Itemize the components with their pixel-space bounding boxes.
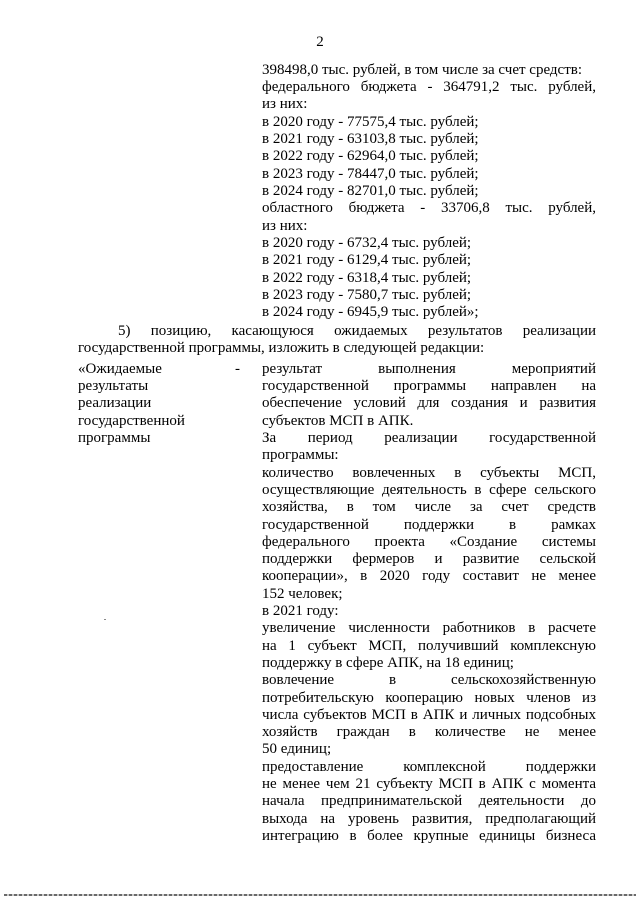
text-line: хозяйства, в том числе за счет средств (262, 499, 596, 515)
text-line: выхода на уровень развития, предполагающий (262, 811, 596, 827)
text-line: числа субъектов МСП в АПК и личных подсобных (262, 707, 596, 723)
text-line: реализации (78, 395, 152, 411)
text-line: потребительскую кооперацию новых членов из (262, 690, 596, 706)
text-line: в 2024 году - 6945,9 тыс. рублей»; (262, 304, 479, 320)
scan-speck (104, 619, 106, 620)
text-line: не менее чем 21 субъекту МСП в АПК с момента (262, 776, 596, 792)
text-line: вовлечение в сельскохозяйственную (262, 672, 596, 688)
text-line: в 2021 году: (262, 603, 339, 619)
text-line: кооперации», в 2020 году составит не менее (262, 568, 596, 584)
text-line: увеличение численности работников в расчете (262, 620, 596, 636)
page-number: 2 (316, 34, 324, 50)
text-line: областного бюджета - 33706,8 тыс. рублей, (262, 200, 596, 216)
text-line: начала предпринимательской деятельности до (262, 793, 596, 809)
text-line: в 2021 году - 6129,4 тыс. рублей; (262, 252, 472, 268)
text-line: хозяйств граждан в количестве не менее (262, 724, 596, 740)
text-line: из них: (262, 218, 308, 234)
text-line: 5) позицию, касающуюся ожидаемых результатов реализации (118, 323, 596, 339)
text-line: 152 человек; (262, 586, 343, 602)
text-line: в 2020 году - 6732,4 тыс. рублей; (262, 235, 472, 251)
text-line: 398498,0 тыс. рублей, в том числе за счет средств: (262, 62, 583, 78)
text-line: субъектов МСП в АПК. (262, 413, 414, 429)
text-line: государственной программы, изложить в следующей редакции: (78, 340, 485, 356)
text-line: в 2023 году - 78447,0 тыс. рублей; (262, 166, 479, 182)
text-line: в 2022 году - 6318,4 тыс. рублей; (262, 270, 472, 286)
text-line: в 2020 году - 77575,4 тыс. рублей; (262, 114, 479, 130)
text-line: количество вовлеченных в субъекты МСП, (262, 465, 596, 481)
text-line: в 2021 году - 63103,8 тыс. рублей; (262, 131, 479, 147)
text-line: За период реализации государственной (262, 430, 596, 446)
text-line: федерального проекта «Создание системы (262, 534, 596, 550)
text-line: предоставление комплексной поддержки (262, 759, 596, 775)
text-line: программы (78, 430, 151, 446)
text-line: интеграцию в более крупные единицы бизнеса (262, 828, 596, 844)
text-line: «Ожидаемые (78, 361, 162, 377)
text-line: федерального бюджета - 364791,2 тыс. рублей, (262, 79, 596, 95)
text-line: государственной поддержки в рамках (262, 517, 596, 533)
text-line: поддержку в сфере АПК, на 18 единиц; (262, 655, 514, 671)
text-line: осуществляющие деятельность в сфере сельского (262, 482, 596, 498)
text-line: поддержки фермеров и развитие сельской (262, 551, 596, 567)
text-line: на 1 субъект МСП, получивший комплексную (262, 638, 596, 654)
text-line: из них: (262, 96, 308, 112)
scan-bottom-edge (4, 894, 636, 896)
text-line: обеспечение условий для создания и развития (262, 395, 596, 411)
text-line: государственной (78, 413, 185, 429)
text-line: в 2023 году - 7580,7 тыс. рублей; (262, 287, 472, 303)
text-line: результат выполнения мероприятий (262, 361, 596, 377)
text-line: государственной программы направлен на (262, 378, 596, 394)
text-line: в 2024 году - 82701,0 тыс. рублей; (262, 183, 479, 199)
text-line: 50 единиц; (262, 741, 332, 757)
text-line: результаты (78, 378, 149, 394)
label-dash: - (235, 361, 240, 377)
text-line: в 2022 году - 62964,0 тыс. рублей; (262, 148, 479, 164)
text-line: программы: (262, 447, 339, 463)
